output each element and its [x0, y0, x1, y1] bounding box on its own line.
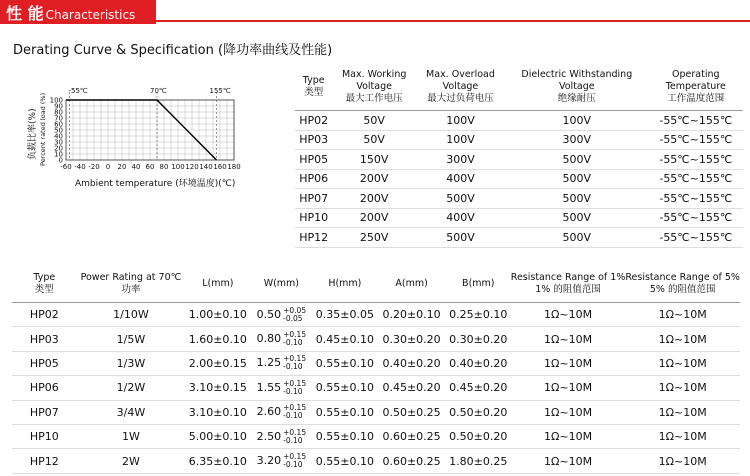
w-tol-upper: +0.15	[283, 330, 307, 340]
t2-cell-w	[250, 376, 312, 400]
t2-cell-b: 0.45±0.20	[446, 376, 511, 400]
w-tol-upper: +0.15	[283, 452, 307, 462]
table-row	[295, 208, 743, 228]
t2-cell-b: 0.30±0.20	[446, 327, 511, 351]
t2-cell-h: 0.55±0.10	[312, 449, 377, 473]
t1-cell: 50V	[332, 111, 415, 131]
t1-header-cell	[295, 64, 332, 111]
t2-cell-w	[250, 424, 312, 448]
t1-header-cell	[505, 64, 649, 111]
t2-cell-r1: 1Ω~10M	[511, 327, 626, 351]
dimension-spec-header	[12, 266, 740, 303]
x-tick-label: 100	[171, 163, 185, 171]
y-tick-label: 60	[54, 120, 63, 129]
dimension-spec-body	[12, 303, 740, 474]
w-tol-upper: +0.15	[283, 403, 307, 413]
w-tol-upper: +0.15	[283, 378, 307, 388]
w-nominal: 2.60	[256, 405, 282, 419]
x-tick-label: 20	[117, 163, 127, 171]
t1-header-text: 最大工作电压	[345, 93, 403, 104]
t2-header-text: Resistance Range of 1%	[510, 272, 626, 283]
y-tick-label: 50	[54, 126, 63, 135]
t2-cell-h: 0.55±0.10	[312, 424, 377, 448]
w-tolerance	[283, 355, 306, 371]
t2-cell-l: 6.35±0.10	[185, 449, 250, 473]
t2-cell-a: 0.30±0.20	[377, 327, 445, 351]
derating-chart-svg	[0, 80, 300, 195]
table-row	[295, 228, 743, 248]
t2-header-text: 功率	[121, 284, 141, 295]
table-row	[12, 327, 740, 351]
t1-header-text: 绝缘耐压	[557, 93, 596, 104]
t2-header-cell	[250, 266, 312, 303]
t2-header-cell	[12, 266, 77, 303]
y-tick-label: 40	[54, 132, 63, 141]
table-row	[12, 351, 740, 375]
t2-cell-power: 1/3W	[77, 351, 186, 375]
t2-cell-r5: 1Ω~10M	[625, 351, 740, 375]
x-axis-label: Ambient temperature (环境温度)(℃)	[75, 179, 236, 189]
table-row	[295, 130, 743, 150]
t2-header-text: L(mm)	[202, 278, 234, 289]
t2-header-cell	[625, 266, 740, 303]
t2-cell-h: 0.35±0.05	[312, 303, 377, 327]
t2-cell-type: HP05	[12, 351, 77, 375]
table-row	[295, 189, 743, 209]
t2-cell-b: 0.50±0.20	[446, 400, 511, 424]
t1-header-text: Max. Working	[341, 69, 407, 80]
table-row	[295, 150, 743, 170]
t2-cell-r5: 1Ω~10M	[625, 376, 740, 400]
w-tol-lower: -0.10	[283, 386, 303, 396]
w-tolerance	[283, 429, 306, 445]
t1-header-text: Voltage	[442, 81, 479, 92]
t1-cell: -55℃~155℃	[649, 130, 743, 150]
t2-cell-a: 0.20±0.10	[377, 303, 445, 327]
t2-cell-type: HP07	[12, 400, 77, 424]
x-tick-label: 80	[159, 163, 169, 171]
t2-cell-w	[250, 303, 312, 327]
t1-header-text: Operating	[672, 69, 720, 80]
t2-cell-power: 1/5W	[77, 327, 186, 351]
section-title: Derating Curve & Specification (降功率曲线及性能)	[13, 43, 333, 58]
t2-cell-power: 1/10W	[77, 303, 186, 327]
x-tick-label: -40	[74, 163, 86, 171]
t2-cell-l: 2.00±0.15	[185, 351, 250, 375]
t2-header-cell	[511, 266, 626, 303]
x-tick-label: -20	[88, 163, 100, 171]
t2-cell-r5: 1Ω~10M	[625, 400, 740, 424]
t2-cell-r5: 1Ω~10M	[625, 424, 740, 448]
t2-cell-l: 1.00±0.10	[185, 303, 250, 327]
table-row	[295, 169, 743, 189]
t2-cell-r5: 1Ω~10M	[625, 303, 740, 327]
t2-header-text: Power Rating at 70℃	[80, 272, 182, 283]
table-row	[12, 400, 740, 424]
t2-header-text: Resistance Range of 5%	[625, 272, 740, 283]
t2-header-text: H(mm)	[328, 278, 362, 289]
y-tick-label: 70	[54, 114, 63, 123]
t2-cell-r1: 1Ω~10M	[511, 303, 626, 327]
t2-cell-r1: 1Ω~10M	[511, 449, 626, 473]
y-tick-label: 100	[49, 96, 63, 105]
table-row	[12, 376, 740, 400]
t1-cell: -55℃~155℃	[649, 111, 743, 131]
x-tick-label: -60	[60, 163, 72, 171]
x-tick-label: 160	[213, 163, 227, 171]
t2-cell-l: 1.60±0.10	[185, 327, 250, 351]
w-tolerance	[283, 404, 306, 420]
w-tol-upper: +0.15	[283, 354, 307, 364]
t2-header-text: 类型	[34, 284, 54, 295]
t2-cell-l: 5.00±0.10	[185, 424, 250, 448]
t2-cell-b: 0.50±0.20	[446, 424, 511, 448]
t2-cell-type: HP02	[12, 303, 77, 327]
w-tol-lower: -0.10	[283, 411, 303, 421]
voltage-spec-table	[295, 64, 743, 248]
t1-cell: HP10	[295, 208, 332, 228]
t1-cell: -55℃~155℃	[649, 169, 743, 189]
w-tol-lower: -0.10	[283, 435, 303, 445]
t2-cell-r1: 1Ω~10M	[511, 351, 626, 375]
t2-cell-a: 0.50±0.25	[377, 400, 445, 424]
t2-cell-r1: 1Ω~10M	[511, 424, 626, 448]
dimension-spec-table	[12, 266, 740, 474]
t2-cell-w	[250, 449, 312, 473]
y-tick-label: 10	[54, 150, 63, 159]
t1-cell: 500V	[505, 189, 649, 209]
t2-cell-r1: 1Ω~10M	[511, 400, 626, 424]
t2-cell-r1: 1Ω~10M	[511, 376, 626, 400]
w-nominal: 1.55	[256, 380, 282, 394]
t2-header-cell	[185, 266, 250, 303]
t1-header-text: Dielectric Withstanding	[521, 69, 633, 80]
t2-cell-b: 0.25±0.10	[446, 303, 511, 327]
w-tolerance	[283, 380, 306, 396]
t1-header-cell	[649, 64, 743, 111]
x-tick-label: 120	[185, 163, 199, 171]
t1-cell: 400V	[416, 208, 505, 228]
t1-header-text: 类型	[304, 87, 324, 98]
t1-cell: -55℃~155℃	[649, 150, 743, 170]
t2-header-cell	[77, 266, 186, 303]
w-tol-lower: -0.10	[283, 460, 303, 470]
t1-cell: 200V	[332, 169, 415, 189]
t2-cell-h: 0.45±0.10	[312, 327, 377, 351]
t2-cell-h: 0.55±0.10	[312, 351, 377, 375]
voltage-spec-header	[295, 64, 743, 111]
t1-cell: 500V	[505, 150, 649, 170]
t2-cell-a: 0.40±0.20	[377, 351, 445, 375]
t1-cell: 150V	[332, 150, 415, 170]
t1-header-text: 最大过负荷电压	[427, 93, 494, 104]
x-tick-label: 40	[131, 163, 141, 171]
t1-cell: 100V	[416, 130, 505, 150]
t2-cell-a: 0.60±0.25	[377, 449, 445, 473]
w-tol-lower: -0.10	[283, 338, 303, 348]
w-tol-upper: +0.15	[283, 427, 307, 437]
t2-cell-h: 0.55±0.10	[312, 400, 377, 424]
t2-cell-r5: 1Ω~10M	[625, 327, 740, 351]
t1-header-text: Temperature	[665, 81, 726, 92]
t2-header-text: A(mm)	[395, 278, 428, 289]
t1-cell: 500V	[505, 208, 649, 228]
t2-cell-w	[250, 400, 312, 424]
w-nominal: 1.25	[256, 356, 282, 370]
t1-cell: 500V	[416, 228, 505, 248]
y-axis-label-cn: 负载比率(%)	[28, 108, 38, 160]
t2-header-text: 1% 的阻值范围	[535, 284, 601, 295]
t2-cell-w	[250, 351, 312, 375]
t2-cell-l: 3.10±0.15	[185, 376, 250, 400]
t2-header-text: 5% 的阻值范围	[649, 284, 716, 295]
w-tol-upper: +0.05	[283, 305, 307, 315]
w-nominal: 3.20	[256, 454, 282, 468]
w-nominal: 0.80	[256, 332, 282, 346]
t2-cell-w	[250, 327, 312, 351]
temp-annotation: 155℃	[209, 87, 231, 95]
voltage-spec-body	[295, 111, 743, 248]
w-tolerance	[283, 307, 306, 323]
t1-cell: 200V	[332, 208, 415, 228]
t1-header-text: Type	[302, 75, 325, 86]
t1-header-text: Max. Overload	[426, 69, 495, 80]
w-nominal: 2.50	[256, 429, 282, 443]
t1-cell: HP12	[295, 228, 332, 248]
t2-cell-power: 1W	[77, 424, 186, 448]
t1-cell: HP05	[295, 150, 332, 170]
t2-cell-type: HP12	[12, 449, 77, 473]
t1-cell: 50V	[332, 130, 415, 150]
temp-annotation: -55℃	[68, 87, 88, 95]
t2-cell-type: HP10	[12, 424, 77, 448]
y-axis-label-en: Percent rated load (%)	[39, 92, 47, 166]
t2-cell-a: 0.45±0.20	[377, 376, 445, 400]
x-tick-label: 0	[105, 163, 111, 171]
w-tol-lower: -0.10	[283, 362, 303, 372]
t2-header-cell	[312, 266, 377, 303]
t1-cell: 500V	[505, 169, 649, 189]
t1-cell: HP03	[295, 130, 332, 150]
t1-header-text: Voltage	[356, 81, 392, 92]
y-tick-label: 80	[54, 108, 63, 117]
t2-cell-l: 3.10±0.10	[185, 400, 250, 424]
t2-cell-type: HP03	[12, 327, 77, 351]
t1-cell: 500V	[416, 189, 505, 209]
y-tick-label: 20	[54, 144, 63, 153]
t1-cell: HP07	[295, 189, 332, 209]
t2-header-cell	[446, 266, 511, 303]
y-tick-label: 90	[54, 102, 63, 111]
t1-cell: -55℃~155℃	[649, 208, 743, 228]
y-tick-label: 30	[54, 138, 63, 147]
t1-header-cell	[416, 64, 505, 111]
t1-cell: 500V	[505, 228, 649, 248]
t2-cell-power: 3/4W	[77, 400, 186, 424]
t1-cell: HP06	[295, 169, 332, 189]
table-row	[12, 424, 740, 448]
t2-cell-a: 0.60±0.25	[377, 424, 445, 448]
temp-annotation: 70℃	[150, 87, 167, 95]
t1-header-text: Voltage	[558, 81, 595, 92]
w-tol-lower: -0.05	[283, 313, 303, 323]
t1-cell: 200V	[332, 189, 415, 209]
t1-header-text: 工作温度范围	[667, 93, 725, 104]
x-tick-label: 180	[227, 163, 241, 171]
t1-cell: 100V	[416, 111, 505, 131]
t1-cell: -55℃~155℃	[649, 228, 743, 248]
t1-cell: 300V	[416, 150, 505, 170]
t2-header-text: B(mm)	[462, 278, 495, 289]
t1-cell: 100V	[505, 111, 649, 131]
t2-cell-power: 2W	[77, 449, 186, 473]
t2-cell-b: 1.80±0.25	[446, 449, 511, 473]
w-nominal: 0.50	[256, 307, 282, 321]
y-tick-label: 0	[58, 156, 63, 165]
banner-title-en: Characteristics	[45, 8, 136, 22]
banner-title-cn: 性 能	[6, 4, 44, 23]
t1-cell: 400V	[416, 169, 505, 189]
w-tolerance	[283, 331, 306, 347]
t2-header-text: Type	[33, 272, 56, 283]
x-tick-label: 140	[199, 163, 213, 171]
section-banner	[0, 0, 750, 24]
banner-title	[6, 1, 135, 24]
t2-header-cell	[377, 266, 445, 303]
table-row	[12, 303, 740, 327]
t2-cell-b: 0.40±0.20	[446, 351, 511, 375]
t2-header-text: W(mm)	[263, 278, 300, 289]
w-tolerance	[283, 453, 306, 469]
x-tick-label: 60	[145, 163, 155, 171]
t1-header-cell	[332, 64, 415, 111]
t2-cell-h: 0.55±0.10	[312, 376, 377, 400]
table-row	[12, 449, 740, 473]
t2-cell-r5: 1Ω~10M	[625, 449, 740, 473]
t1-cell: HP02	[295, 111, 332, 131]
t1-cell: -55℃~155℃	[649, 189, 743, 209]
derating-chart	[0, 80, 300, 195]
table-row	[295, 111, 743, 131]
t2-cell-type: HP06	[12, 376, 77, 400]
t1-cell: 300V	[505, 130, 649, 150]
t1-cell: 250V	[332, 228, 415, 248]
t2-cell-power: 1/2W	[77, 376, 186, 400]
